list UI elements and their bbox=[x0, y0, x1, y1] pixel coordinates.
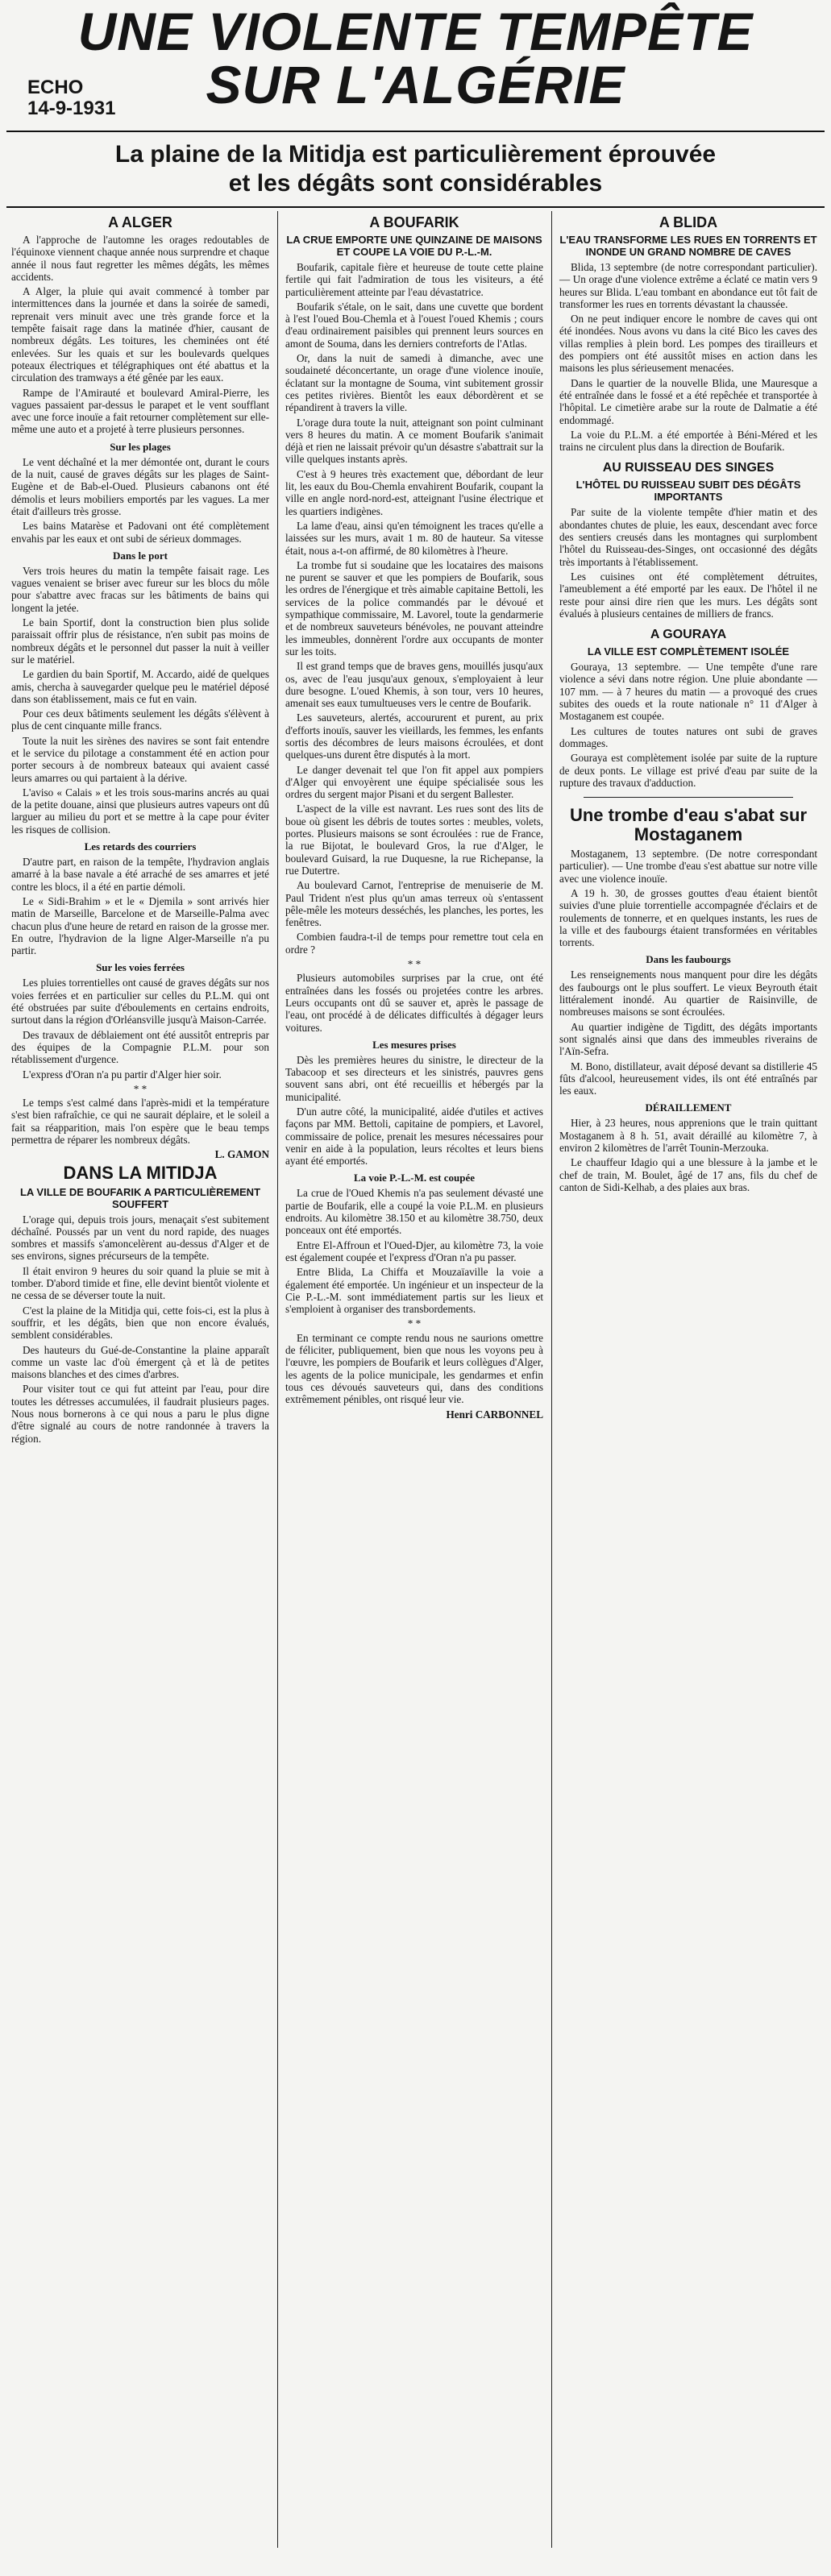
subheading-courriers: Les retards des courriers bbox=[84, 840, 197, 853]
section-heading-mostaganem: Une trombe d'eau s'abat sur Mostaganem bbox=[569, 805, 808, 845]
paragraph: Au boulevard Carnot, l'entreprise de menuiserie de M. Paul Trident n'est plus qu'un amas terreux où s'entassent pêle-mêle les moteurs desséchés, les planches, les portes, les fenêtres. bbox=[285, 879, 543, 929]
paragraph: D'un autre côté, la municipalité, aidée d'utiles et actives façons par MM. Bettoli, capitaine de pompiers, et Lavorel, commissaire de police, prenait les mesures nécessaires pour venir en aide à la population, leurs récoltes et leurs biens ayant été emportés. bbox=[285, 1105, 543, 1168]
headline-line-1: UNE VIOLENTE TEMPÊTE bbox=[77, 2, 754, 61]
paragraph: En terminant ce compte rendu nous ne saurions omettre de féliciter, publiquement, bien que nous les voyons peu à l'œuvre, les pompiers de Boufarik et leurs collègues d'Alger, les agents de la police municipale, les gendarmes et enfin tous ces dévoués sauveteurs qui, dans des conditions extrêmement pénibles, ont risqué leur vie. bbox=[285, 1331, 543, 1406]
paragraph: L'aviso « Calais » et les trois sous-marins ancrés au quai de la petite douane, ainsi que plusieurs autres vapeurs ont dû larguer au milieu du port et se mettre à la cape pour éviter les risques de collision. bbox=[11, 786, 269, 836]
paragraph: Entre El-Affroun et l'Oued-Djer, au kilomètre 73, la voie est également coupée et l'express d'Oran n'a pu passer. bbox=[285, 1238, 543, 1263]
paragraph: La voie du P.L.M. a été emportée à Béni-Méred et les trains ne circulent plus dans la direction de Boufarik. bbox=[559, 428, 817, 454]
headline-line-2: SUR L'ALGÉRIE bbox=[206, 55, 625, 114]
paragraph: L'aspect de la ville est navrant. Les rues sont des lits de boue où gisent les débris de toutes sortes : meubles, volets, portes. Plusieurs maisons se sont écroulées : rue de France, la rue Bijotat, le boulevard Gros, la rue d'Alger, le boulevard Guisard, la rue Duquesne, la rue Richepanse, la rue Dutertre. bbox=[285, 803, 543, 877]
paragraph: La lame d'eau, ainsi qu'en témoignent les traces qu'elle a laissées sur les murs, avait 1 m. 80 de hauteur. Sa vitesse était, nous a-t-on affirmé, de 80 kilomètres à l'heure. bbox=[285, 519, 543, 557]
paragraph: A l'approche de l'automne les orages redoutables de l'équinoxe viennent chaque année nous surprendre et chaque année il nous faut regretter les mêmes dégâts, les mêmes accidents. bbox=[11, 234, 269, 283]
source-date: 14-9-1931 bbox=[27, 97, 116, 119]
subheading-plages: Sur les plages bbox=[110, 440, 171, 453]
paragraph: Les sauveteurs, alertés, accoururent et purent, au prix d'efforts inouïs, sauver les vieillards, les femmes, les enfants sortis des décombres de leurs maisons écroulées, et dont quelques-uns durent être disputés à la mort. bbox=[285, 711, 543, 761]
column-alger bbox=[11, 214, 269, 1447]
paragraph: On ne peut indiquer encore le nombre de caves qui ont été inondées. Nous avons vu dans la cité Bico les caves des villas remplies à plein bord. Les pompes des tirailleurs et des pompiers ont été aussitôt mises en action dans les maisons les plus sérieusement menacées. bbox=[559, 313, 817, 375]
paragraph: L'orage qui, depuis trois jours, menaçait s'est subitement déchaîné. Poussés par un vent du nord rapide, des nuages sombres et massifs s'amoncelèrent au-dessus d'Alger et de ses environs, signes précurseurs de la tempête. bbox=[11, 1213, 269, 1263]
paragraph: Les pluies torrentielles ont causé de graves dégâts sur nos voies ferrées et en particulier sur celles du P.L.M. qui ont été obstruées par suite d'éboulements en certains endroits, surtout dans la région d'Orléansville jusqu'à Maison-Carrée. bbox=[11, 977, 269, 1027]
subheading-boufarik: LA VILLE DE BOUFARIK A PARTICULIÈREMENT SOUFFERT bbox=[19, 1185, 261, 1210]
deck-line-2: et les dégâts sont considérables bbox=[228, 170, 603, 197]
paragraph: Les cultures de toutes natures ont subi de graves dommages. bbox=[559, 724, 817, 749]
paragraph: Mostaganem, 13 septembre. (De notre correspondant particulier). — Une trombe d'eau s'est abattue sur notre ville avec une violence inouïe. bbox=[559, 848, 817, 885]
column-divider-2 bbox=[551, 211, 552, 2548]
paragraph: Le chauffeur Idagio qui a une blessure à la jambe et le chef de train, M. Boulet, âgé de 17 ans, fils du chef de canton de Sidi-Kelhab, a des plaies aux bras. bbox=[559, 1156, 817, 1193]
separator-stars: * * bbox=[133, 1082, 148, 1095]
paragraph: Il est grand temps que de braves gens, mouillés jusqu'aux os, avec de l'eau jusqu'aux genoux, s'employaient à leur dure besogne. L'oued Khemis, à son tour, vers 10 heures, amenait ses eaux tumultueuses vers le centre de Boufarik. bbox=[285, 660, 543, 710]
column-blida bbox=[559, 214, 817, 1196]
section-divider bbox=[584, 797, 793, 798]
subheading-torrents: L'EAU TRANSFORME LES RUES EN TORRENTS ET INONDE UN GRAND NOMBRE DE CAVES bbox=[559, 234, 817, 258]
paragraph: Le temps s'est calmé dans l'après-midi et la température s'est bien rafraîchie, ce qui ne saurait déplaire, et le soleil a fait sa réapparition, mais l'on espère que le beau temps permettra de réparer les nombreux dégâts. bbox=[11, 1097, 269, 1146]
section-heading-gouraya: A GOURAYA bbox=[650, 628, 727, 642]
section-heading-boufarik: A BOUFARIK bbox=[369, 214, 459, 230]
paragraph: Toute la nuit les sirènes des navires se sont fait entendre et le service du pilotage a constamment été en action pour porter secours à de nombreux bateaux qui avaient cassé leurs amarres ou qui partaient à la dérive. bbox=[11, 734, 269, 784]
paragraph: Entre Blida, La Chiffa et Mouzaïaville la voie a également été emportée. Un ingénieur et un inspecteur de la Cie P.-L.-M. sont immédiatement partis sur les lieux et s'emploient à organiser des transbordements. bbox=[285, 1266, 543, 1316]
paragraph: Les bains Matarèse et Padovani ont été complètement envahis par les eaux et ont subi de sérieux dommages. bbox=[11, 520, 269, 545]
paragraph: Au quartier indigène de Tigditt, des dégâts importants sont signalés ainsi que dans des immeubles riverains de l'Aïn-Sefra. bbox=[559, 1020, 817, 1058]
paragraph: Il était environ 9 heures du soir quand la pluie se mit à tomber. D'abord timide et fine, elle devint bientôt violente et ne cessa de se déverser toute la nuit. bbox=[11, 1264, 269, 1302]
source-stamp bbox=[27, 77, 115, 119]
paragraph: Dans le quartier de la nouvelle Blida, une Mauresque a été entraînée dans le fossé et a été repêchée et transportée à l'hôpital. Le cimetière arabe sur la route de Dalmatie a été endommagé. bbox=[559, 376, 817, 426]
paragraph: A Alger, la pluie qui avait commencé à tomber par intermittences dans la journée et dans la soirée de samedi, reprenait vers minuit avec une très grande force et la tempête faisait rage dans la matinée d'hier, causant de nombreux dégâts. Les toitures, les cheminées ont été enlevées. Sur les quais et sur les boulevards quelques poteaux électriques et télégraphiques ont été abattus et la circulation des tramways a été gênée par les eaux. bbox=[11, 285, 269, 384]
paragraph: A 19 h. 30, de grosses gouttes d'eau étaient bientôt suivies d'une pluie torrentielle accompagnée d'éclairs et de roulements de tonnerre, et en quelques instants, les rues de la ville et des faubourgs étaient transformées en véritables torrents. bbox=[559, 886, 817, 949]
section-heading-blida: A BLIDA bbox=[659, 214, 718, 230]
paragraph: Boufarik s'étale, on le sait, dans une cuvette que bordent à l'est l'oued Bou-Chemla et à l'ouest l'oued Khemis ; cours d'eau ordinairement paisibles qui prennent leurs sources en amont de Souma, dans les derniers contreforts de l'Atlas. bbox=[285, 300, 543, 350]
column-boufarik bbox=[285, 214, 543, 1423]
section-heading-mitidja: DANS LA MITIDJA bbox=[63, 1162, 218, 1183]
paragraph: La trombe fut si soudaine que les locataires des maisons ne purent se sauver et que les pompiers de Boufarik, sous les ordres de l'énergique et très aimable capitaine Bettoli, les services de la police commandés par le dévoué et sympathique commissaire, M. Lavorel, toute la gendarmerie et de nombreux sauveteurs bénévoles, ne pouvant atteindre les immeubles, donnèrent l'ordre aux occupants de monter sur les toits. bbox=[285, 558, 543, 657]
paragraph: L'orage dura toute la nuit, atteignant son point culminant vers 8 heures du matin. A ce moment Boufarik s'animait déjà et rien ne laissait prévoir qu'un désastre s'abattrait sur la ville quelques instants après. bbox=[285, 416, 543, 466]
paragraph: Dès les premières heures du sinistre, le directeur de la Tabacoop et ses directeurs et les sinistrés, pauvres gens souvent sans abri, ont été recueillis et hébergés par la municipalité. bbox=[285, 1053, 543, 1103]
paragraph: Des hauteurs du Gué-de-Constantine la plaine apparaît comme un vaste lac d'où émergent çà et là de petites maisons blanches et des cimes d'arbres. bbox=[11, 1343, 269, 1381]
deck bbox=[32, 140, 799, 198]
paragraph: Le « Sidi-Brahim » et le « Djemila » sont arrivés hier matin de Marseille, Barcelone et de Marseille-Palma avec chacun plus d'une heure de retard en raison de la grosse mer. En outre, l'hydravion de la ligne Alger-Marseille n'a pu partir. bbox=[11, 894, 269, 957]
paragraph: M. Bono, distillateur, avait déposé devant sa distillerie 45 fûts d'alcool, heureusement vides, ils ont été entraînés par les eaux. bbox=[559, 1060, 817, 1097]
top-rule bbox=[6, 131, 825, 132]
subheading-port: Dans le port bbox=[113, 549, 168, 562]
section-heading-alger: A ALGER bbox=[108, 214, 172, 230]
paragraph: Blida, 13 septembre (de notre correspondant particulier). — Un orage d'une violence extrême a éclaté ce matin vers 9 heures sur Blida. L'eau tombant en abondance eut tôt fait de transformer les rues en torrents dévastant la chaussée. bbox=[559, 261, 817, 310]
byline: Henri CARBONNEL bbox=[446, 1408, 543, 1421]
paragraph: D'autre part, en raison de la tempête, l'hydravion anglais amarré à la base navale a été arraché de ses amarres et jeté contre les blocs, il a été en partie démoli. bbox=[11, 856, 269, 893]
subheading-hotel: L'HÔTEL DU RUISSEAU SUBIT DES DÉGÂTS IMPORTANTS bbox=[575, 479, 801, 504]
subheading-mesures: Les mesures prises bbox=[372, 1038, 456, 1051]
paragraph: Le danger devenait tel que l'on fit appel aux pompiers d'Alger qui envoyèrent une équipe spécialisée sous les ordres du sergent major Pisani et du sergent Ballester. bbox=[285, 763, 543, 801]
paragraph: Pour visiter tout ce qui fut atteint par l'eau, pour dire toutes les détresses accumulées, il faudrait plusieurs pages. Nous nous bornerons à ce qui nous a paru le plus digne d'être signalé au cours de notre randonnée à travers la région. bbox=[11, 1383, 269, 1445]
subheading-faubourgs: Dans les faubourgs bbox=[646, 953, 731, 966]
section-heading-ruisseau: AU RUISSEAU DES SINGES bbox=[602, 461, 775, 475]
column-divider-1 bbox=[277, 211, 278, 2548]
separator-stars: * * bbox=[407, 958, 422, 971]
subheading-isolee: LA VILLE EST COMPLÈTEMENT ISOLÉE bbox=[587, 645, 790, 658]
paragraph: Les cuisines ont été complètement détruites, l'ameublement a été emporté par les eaux. De l'hôtel il ne reste pour ainsi dire rien que les murs. Les dégâts sont évalués à plusieurs centaines de milliers de francs. bbox=[559, 570, 817, 620]
subheading-voie-coupee: La voie P.-L.-M. est coupée bbox=[353, 1172, 476, 1184]
paragraph: L'express d'Oran n'a pu partir d'Alger hier soir. bbox=[23, 1068, 222, 1081]
paragraph: Le vent déchaîné et la mer démontée ont, durant le cours de la nuit, causé de graves dégâts sur les plages de Saint-Eugène et de Bab-el-Oued. Plusieurs cabanons ont été démolis et leurs mobiliers emportés par les vagues. La mer était d'ailleurs très grosse. bbox=[11, 455, 269, 517]
paragraph: C'est à 9 heures très exactement que, débordant de leur lit, les eaux du Bou-Chemla envahirent Boufarik, coupant la ville en angle nord-nord-est, atteignant l'usine électrique et les quartiers indigènes. bbox=[285, 467, 543, 517]
paragraph: Gouraya, 13 septembre. — Une tempête d'une rare violence a sévi dans notre région. Une pluie abondante — 107 mm. — à 7 heures du matin — a provoqué des crues subites des oueds et la route nationale n° 11 d'Alger à Mostaganem est coupée. bbox=[559, 661, 817, 723]
paragraph: Les renseignements nous manquent pour dire les dégâts des faubourgs ont le plus souffert. Le vieux Beyrouth était littéralement inondé. Au quartier de Raisinville, de nombreuses maisons se sont écroulées. bbox=[559, 969, 817, 1018]
byline: L. GAMON bbox=[214, 1148, 269, 1161]
paragraph: Des travaux de déblaiement ont été aussitôt entrepris par des équipes de la Compagnie P.L.M. pour son rétablissement d'urgence. bbox=[11, 1028, 269, 1066]
paragraph: Par suite de la violente tempête d'hier matin et des abondantes chutes de pluie, les eaux, descendant avec force des sentiers creusés dans les montagnes qui surplombent l'hôtel du Ruisseau-des-Singes, ont occasionné des dégâts très importants à l'établissement. bbox=[559, 506, 817, 568]
paragraph: Vers trois heures du matin la tempête faisait rage. Les vagues venaient se briser avec fureur sur les blocs du môle pour s'abattre avec fracas sur les bâtiments de bains qui longent la jetée. bbox=[11, 564, 269, 614]
subheading-voies-ferrees: Sur les voies ferrées bbox=[96, 961, 185, 974]
paragraph: Pour ces deux bâtiments seulement les dégâts s'élèvent à plus de cent cinquante mille francs. bbox=[11, 707, 269, 732]
paragraph: Rampe de l'Amirauté et boulevard Amiral-Pierre, les vagues passaient par-dessus le parapet et le vent soufflant avec une force inouïe a fait retourner complètement sur elle-même une auto et a projeté à terre plusieurs personnes. bbox=[11, 386, 269, 436]
paragraph: Le gardien du bain Sportif, M. Accardo, aidé de quelques amis, chercha à sauvegarder quelque peu le matériel déposé dans son établissement, mais ce fut en vain. bbox=[11, 668, 269, 705]
subheading-deraillement: DÉRAILLEMENT bbox=[645, 1101, 732, 1114]
deck-rule bbox=[6, 206, 825, 208]
paragraph: C'est la plaine de la Mitidja qui, cette fois-ci, est la plus à souffrir, et les dégâts, bien que non encore évalués, semblent considérables. bbox=[11, 1304, 269, 1342]
paragraph: Le bain Sportif, dont la construction bien plus solide paraissait offrir plus de résistance, n'en subit pas moins de nombreux dégâts et le personnel dut passer la nuit à veiller sur le matériel. bbox=[11, 616, 269, 666]
paragraph: Gouraya est complètement isolée par suite de la rupture de deux ponts. Le village est privé d'eau par suite de la rupture des travaux d'adduction. bbox=[559, 752, 817, 789]
source-name: ECHO bbox=[27, 77, 84, 98]
paragraph: Combien faudra-t-il de temps pour remettre tout cela en ordre ? bbox=[285, 931, 543, 956]
paragraph: Hier, à 23 heures, nous apprenions que le train quittant Mostaganem à 8 h. 51, avait déraillé au kilomètre 7, à environ 2 kilomètres de l'arrêt Tounin-Merzouka. bbox=[559, 1117, 817, 1155]
paragraph: La crue de l'Oued Khemis n'a pas seulement dévasté une partie de Boufarik, elle a coupé la voie P.L.M. en plusieurs endroits. Au kilomètre 38.150 et au kilomètre 38.750, deux ponceaux ont été emportés. bbox=[285, 1187, 543, 1237]
paragraph: Or, dans la nuit de samedi à dimanche, avec une soudaineté déconcertante, un orage d'une violence inouïe, éclatant sur la montagne de Souma, vint subitement grossir ces petites rivières. Bientôt les eaux débordèrent et se répandirent à travers la ville. bbox=[285, 352, 543, 414]
separator-stars: * * bbox=[407, 1317, 422, 1330]
paragraph: Plusieurs automobiles surprises par la crue, ont été entraînées dans les fossés ou projetées contre les arbres. Leurs occupants ont dû se sauver et, après le passage de l'eau, ont procédé à de délicates difficultés à dégager leurs voitures. bbox=[285, 972, 543, 1034]
deck-line-1: La plaine de la Mitidja est particulièrement éprouvée bbox=[114, 141, 717, 168]
subheading-crue: LA CRUE EMPORTE UNE QUINZAINE DE MAISONS ET COUPE LA VOIE DU P.-L.-M. bbox=[286, 234, 542, 258]
paragraph: Boufarik, capitale fière et heureuse de toute cette plaine fertile qui fait l'admiration de tous les visiteurs, a été particulièrement atteinte par l'eau dévastatrice. bbox=[285, 261, 543, 298]
